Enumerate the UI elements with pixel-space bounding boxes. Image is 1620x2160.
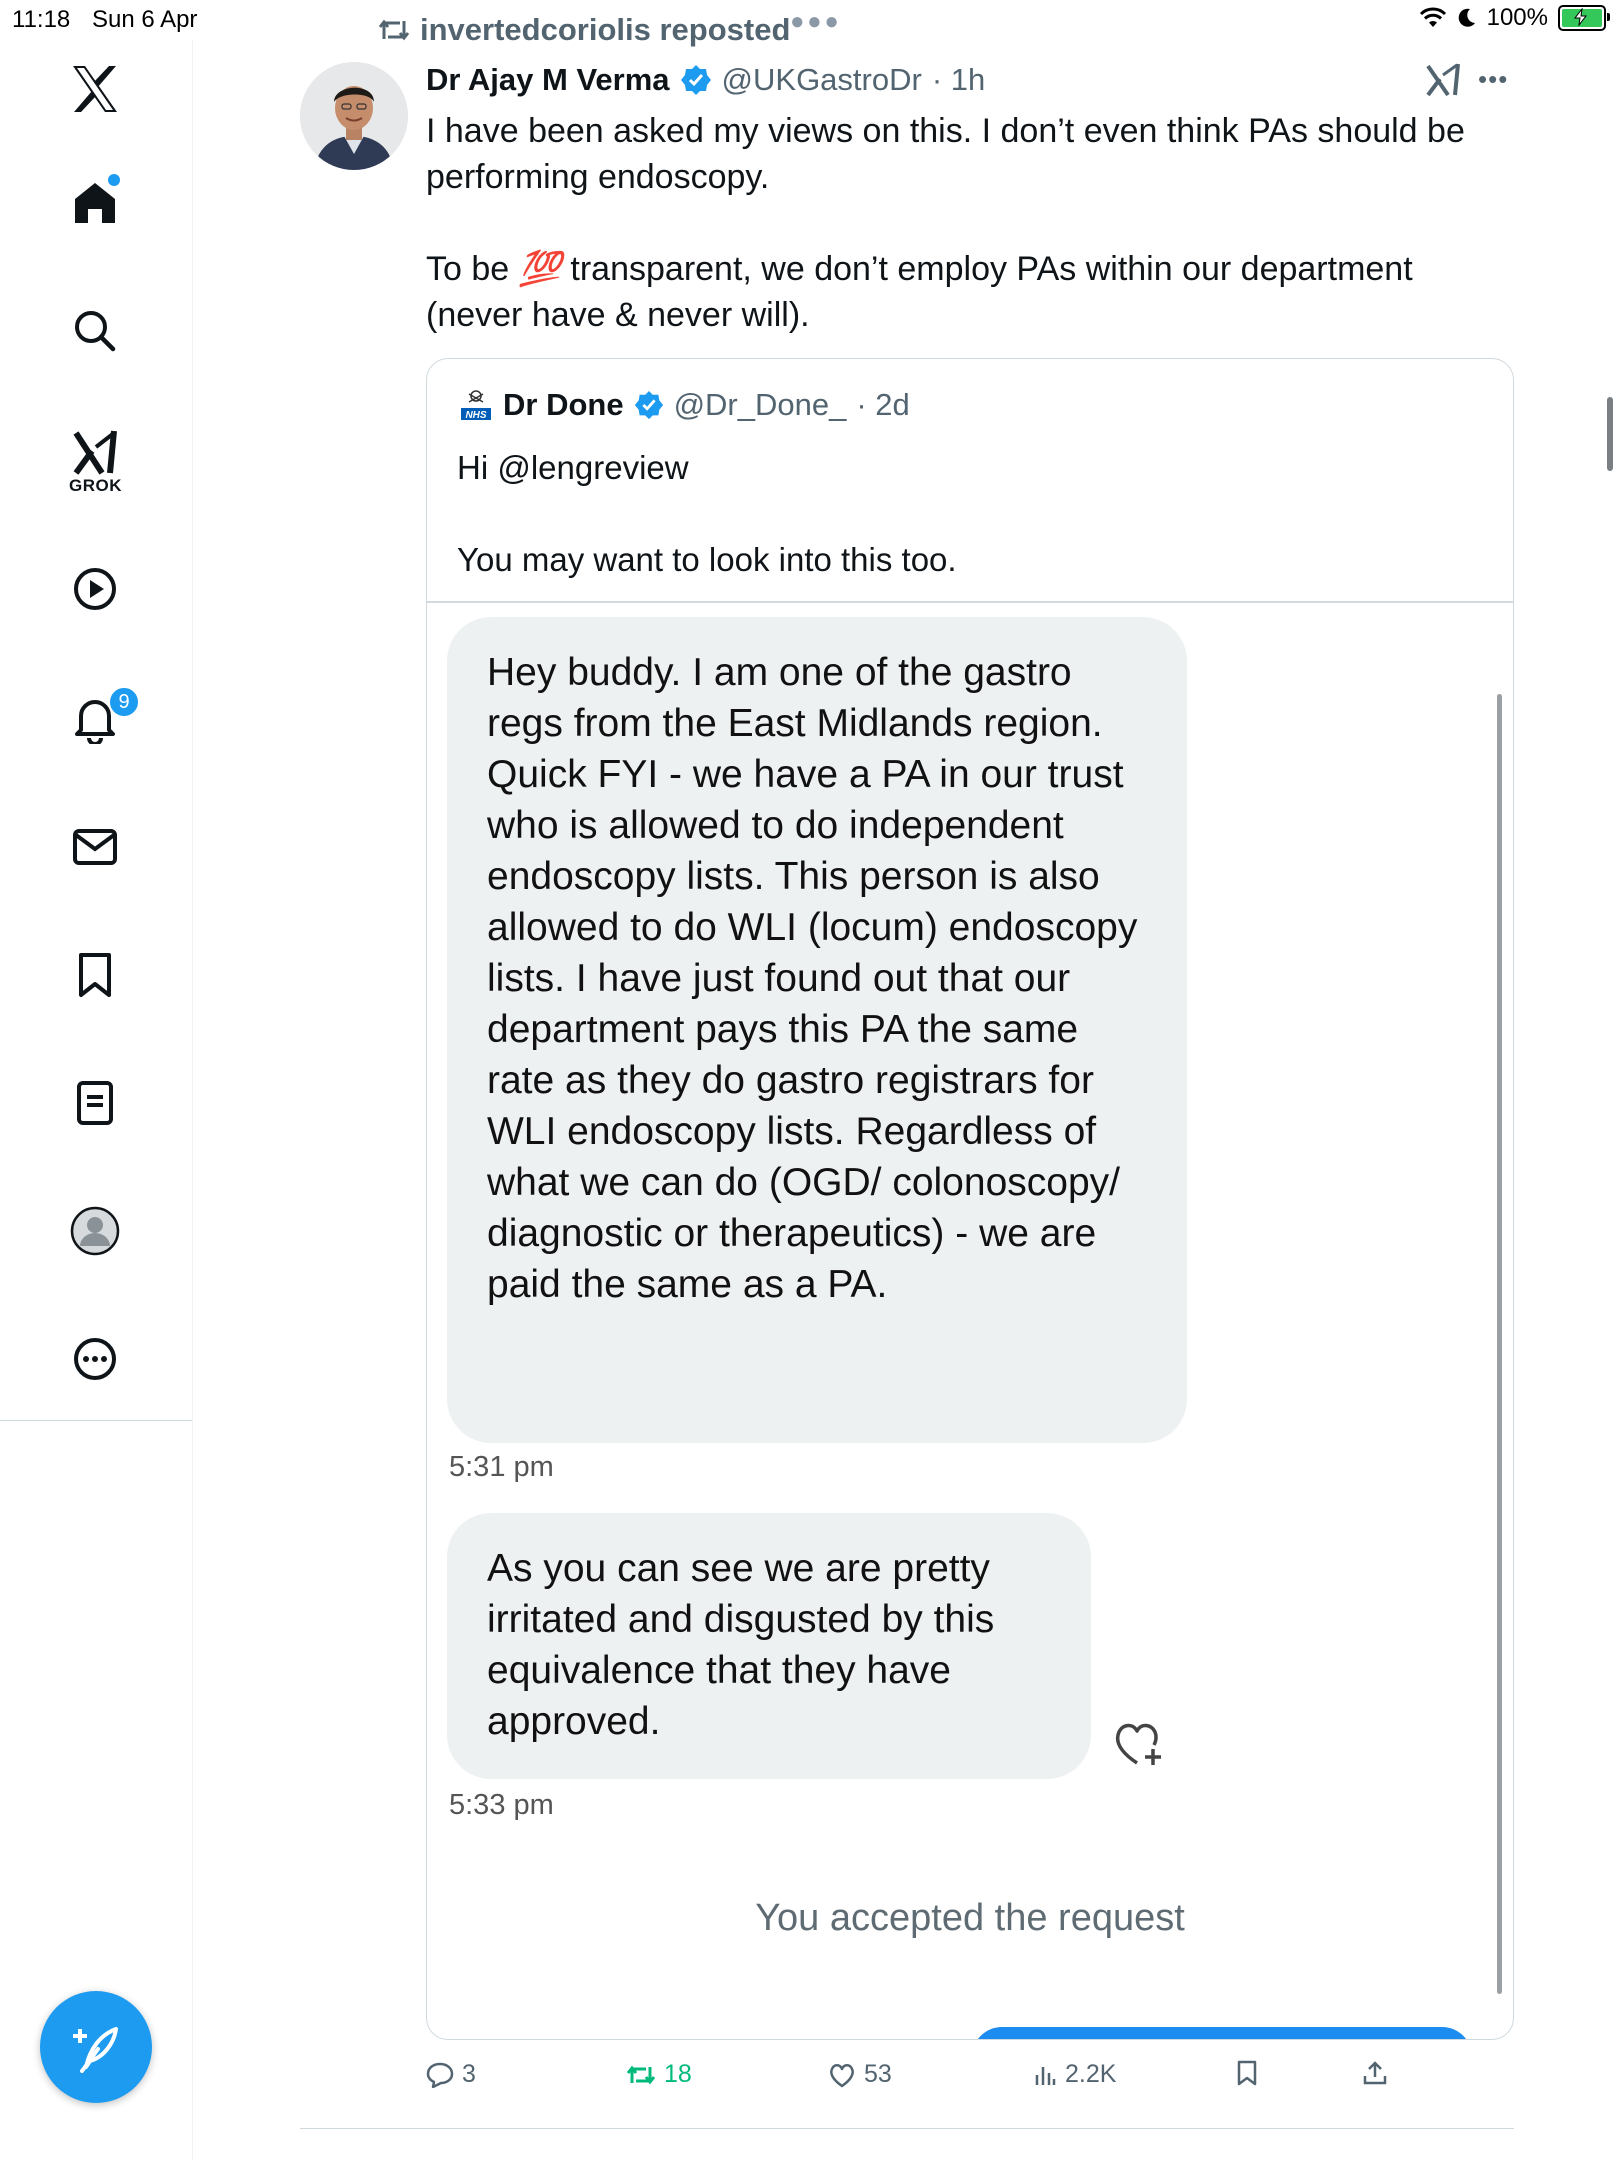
notifications-badge: 9 <box>108 686 140 718</box>
top-handle-dots: ● ● ● <box>790 8 837 35</box>
like-button[interactable] <box>828 2060 892 2089</box>
author-name[interactable]: Dr Ajay M Verma <box>426 62 670 97</box>
quote-author-name[interactable]: Dr Done <box>503 387 624 422</box>
search-icon[interactable] <box>66 302 124 360</box>
grok-label: GROK <box>69 476 122 495</box>
media-scrollbar <box>1497 694 1502 1994</box>
quote-author-handle[interactable]: @Dr_Done_ <box>673 387 847 422</box>
verified-badge-icon <box>680 64 712 96</box>
views-icon <box>1033 2063 1057 2087</box>
reply-button[interactable] <box>426 2060 476 2089</box>
avatar[interactable] <box>300 62 408 170</box>
wifi-icon <box>1419 7 1447 29</box>
chat-bubble-2: As you can see we are pretty irritated and disgusted by this equivalence that they have approved. <box>447 1513 1091 1779</box>
accepted-request-text: You accepted the request <box>755 1897 1185 1939</box>
battery-icon <box>1558 5 1606 31</box>
compose-button[interactable] <box>40 1991 152 2103</box>
quote-paragraph-1: Hi @lengreview <box>457 449 689 486</box>
media-blue-button <box>972 2027 1472 2040</box>
chat-time-2: 5:33 pm <box>449 1789 554 1821</box>
views-button[interactable] <box>1033 2060 1116 2089</box>
repost-icon <box>378 17 410 43</box>
bookmark-button[interactable] <box>1236 2060 1258 2086</box>
profile-icon[interactable] <box>66 1202 124 1260</box>
tweet-text <box>426 108 1506 384</box>
messages-icon[interactable] <box>66 818 124 876</box>
svg-text:NHS: NHS <box>465 410 487 421</box>
page-scrollbar[interactable] <box>1607 397 1613 471</box>
like-count: 53 <box>864 2060 892 2088</box>
status-time: 11:18 <box>12 6 71 33</box>
tweet-bottom-divider <box>300 2128 1514 2129</box>
heart-icon <box>828 2062 856 2088</box>
share-button[interactable] <box>1362 2060 1388 2086</box>
quoted-tweet[interactable] <box>426 358 1514 2040</box>
quote-header <box>459 387 910 423</box>
sidebar-divider <box>0 1420 192 1421</box>
share-icon <box>1362 2060 1388 2086</box>
repost-button[interactable] <box>626 2060 692 2089</box>
repost-count: 18 <box>664 2060 692 2088</box>
bookmark-icon <box>1236 2060 1258 2086</box>
repost-action-icon <box>626 2063 656 2087</box>
hundred-emoji-icon: 💯 <box>518 250 561 288</box>
tweet-paragraph-2: To be 💯 transparent, we don’t employ PAs within our department (never have & never will). <box>426 250 1413 334</box>
tweet-more-icon[interactable]: ••• <box>1478 64 1509 94</box>
video-icon[interactable] <box>66 560 124 618</box>
status-date: Sun 6 Apr <box>92 6 198 33</box>
quote-paragraph-2: You may want to look into this too. <box>457 541 957 578</box>
lists-icon[interactable] <box>66 1074 124 1132</box>
grok-explain-icon[interactable] <box>1424 62 1462 103</box>
tweet-time[interactable]: · 1h <box>931 62 986 97</box>
compose-feather-icon <box>68 2019 124 2075</box>
battery-percent: 100% <box>1486 4 1548 31</box>
quote-verified-badge-icon <box>634 390 664 420</box>
tweet-paragraph-1: I have been asked my views on this. I don’t even think PAs should be performing endoscopy. <box>426 112 1465 196</box>
reply-count: 3 <box>462 2060 476 2088</box>
author-handle[interactable]: @UKGastroDr <box>721 62 922 97</box>
chat-time-1: 5:31 pm <box>449 1451 554 1483</box>
avatar-image <box>300 62 408 170</box>
status-right <box>1419 4 1606 32</box>
views-count: 2.2K <box>1065 2060 1117 2088</box>
repost-context <box>378 12 790 48</box>
home-notification-dot <box>108 174 120 186</box>
bookmarks-icon[interactable] <box>66 946 124 1004</box>
x-logo-icon[interactable] <box>66 60 124 118</box>
heart-plus-icon <box>1113 1719 1169 1774</box>
tweet-actions <box>426 2060 1516 2100</box>
chat-bubble-1: Hey buddy. I am one of the gastro regs from the East Midlands region. Quick FYI - we have a PA in our trust who is allowed to do independent endoscopy lists. This person is also allowed to do WLI (locum) endoscopy lists. I have just found out that our department pays this PA the same rate as they do gastro registrars for WLI endoscopy lists. Regardless of what we can do (OGD/ colonoscopy/ diagnostic or therapeutics) - we are paid the same as a PA. <box>447 617 1187 1443</box>
reply-icon <box>426 2062 454 2088</box>
quote-avatar-nhs-icon <box>459 388 493 422</box>
grok-icon[interactable] <box>66 424 124 482</box>
repost-label[interactable]: invertedcoriolis reposted <box>420 12 791 47</box>
more-icon[interactable] <box>66 1330 124 1388</box>
moon-icon <box>1457 7 1477 29</box>
author-line <box>426 62 985 98</box>
quote-media-divider <box>427 601 1513 603</box>
quote-time[interactable]: · 2d <box>856 387 910 422</box>
